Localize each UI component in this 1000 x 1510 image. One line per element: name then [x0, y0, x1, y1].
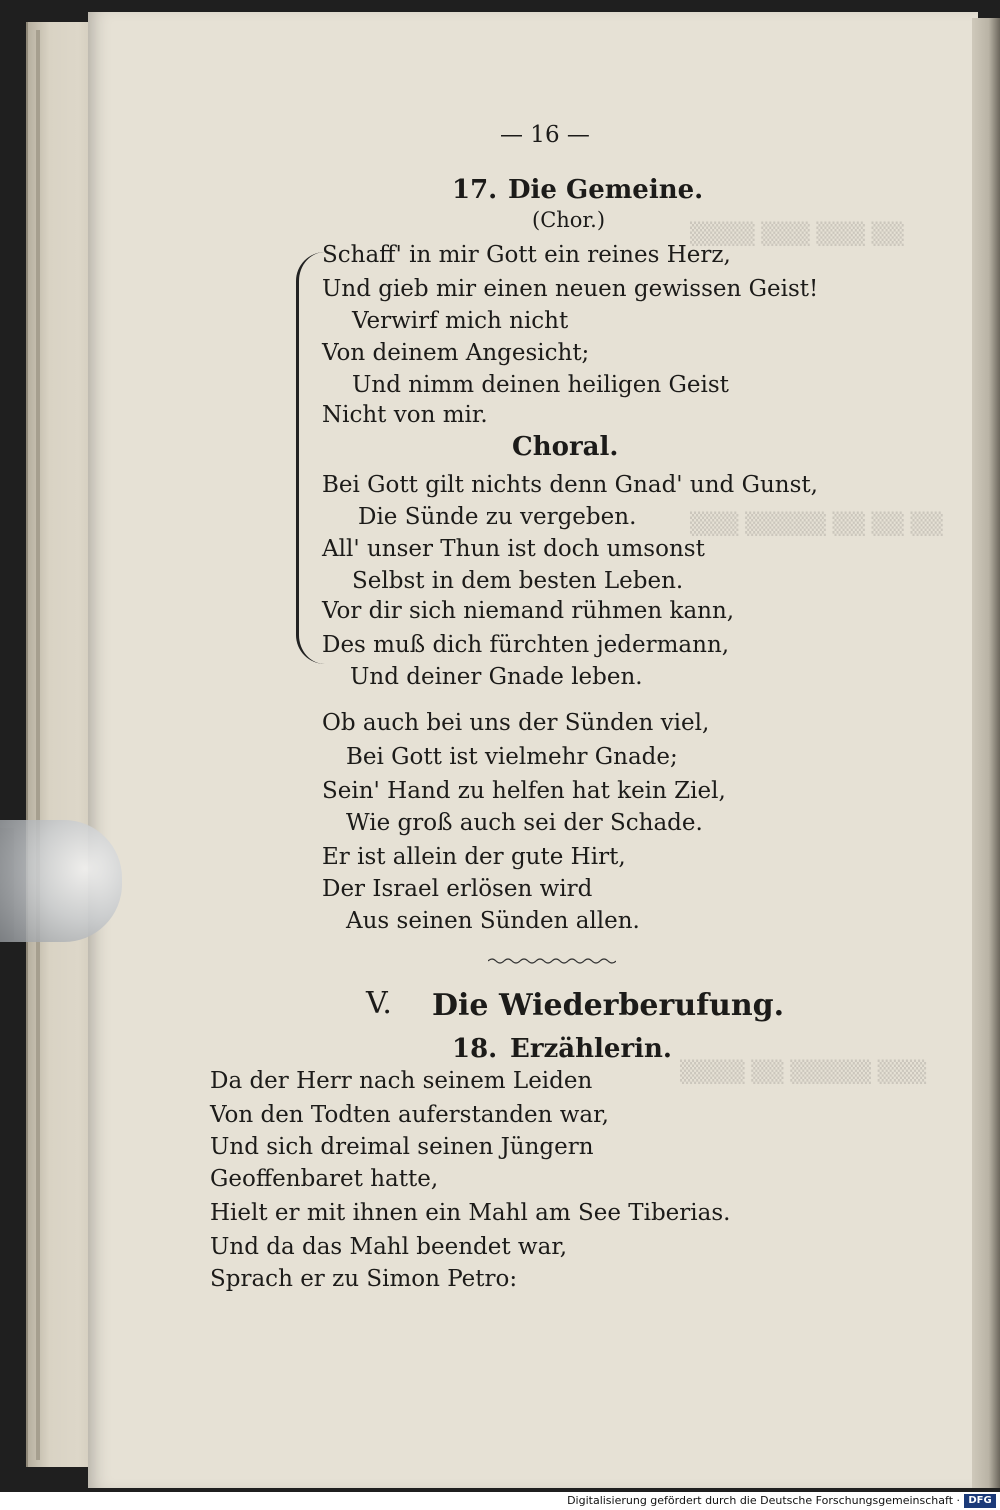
verse-line: Aus seinen Sünden allen. — [346, 908, 640, 934]
verse-line: Er ist allein der gute Hirt, — [322, 844, 626, 870]
section-18-title: Erzählerin. — [510, 1034, 672, 1064]
verse-line: Von den Todten auferstanden war, — [210, 1102, 609, 1128]
choral-title: Choral. — [512, 432, 619, 462]
verse-line: Da der Herr nach seinem Leiden — [210, 1068, 593, 1094]
verse-line: All' unser Thun ist doch umsonst — [322, 536, 705, 562]
verse-line: Bei Gott ist vielmehr Gnade; — [346, 744, 678, 770]
show-through: ▒▒▒▒ ▒▒▒ ▒▒▒ ▒▒ — [690, 222, 904, 246]
verse-line: Sein' Hand zu helfen hat kein Ziel, — [322, 778, 726, 804]
dfg-logo-icon: DFG — [964, 1494, 996, 1508]
page-number: — 16 — — [500, 122, 590, 148]
verse-line: Schaff' in mir Gott ein reines Herz, — [322, 242, 731, 268]
verse-line: Vor dir sich niemand rühmen kann, — [322, 598, 735, 624]
ornament-divider — [488, 956, 616, 966]
verse-line: Selbst in dem besten Leben. — [352, 568, 684, 594]
verse-line: Und gieb mir einen neuen gewissen Geist! — [322, 276, 819, 302]
page-right-edge — [972, 18, 1000, 1488]
verse-line: Geoffenbaret hatte, — [210, 1166, 439, 1192]
verse-line: Und deiner Gnade leben. — [350, 664, 643, 690]
section-17-subtitle: (Chor.) — [532, 208, 606, 232]
page-clip — [0, 820, 122, 942]
verse-line: Hielt er mit ihnen ein Mahl am See Tiberias. — [210, 1200, 731, 1226]
footer-credit: Digitalisierung gefördert durch die Deutsche Forschungsgemeinschaft · — [567, 1494, 960, 1507]
show-through: ▒▒▒ ▒▒▒▒▒ ▒▒ ▒▒ ▒▒ — [690, 512, 943, 536]
brace — [296, 252, 325, 664]
chapter-title: Die Wiederberufung. — [432, 988, 785, 1023]
verse-line: Und nimm deinen heiligen Geist — [352, 372, 729, 398]
verse-line: Verwirf mich nicht — [352, 308, 569, 334]
verse-line: Ob auch bei uns der Sünden viel, — [322, 710, 710, 736]
show-through: ▒▒▒▒ ▒▒ ▒▒▒▒▒ ▒▒▒ — [680, 1060, 927, 1084]
verse-line: Wie groß auch sei der Schade. — [346, 810, 703, 836]
page-stack-line — [36, 30, 40, 1460]
verse-line: Des muß dich fürchten jedermann, — [322, 632, 730, 658]
verse-line: Der Israel erlösen wird — [322, 876, 593, 902]
section-17-title: Die Gemeine. — [508, 175, 704, 205]
verse-line: Sprach er zu Simon Petro: — [210, 1266, 518, 1292]
section-18-number: 18. — [452, 1034, 498, 1064]
verse-line: Von deinem Angesicht; — [322, 340, 590, 366]
section-17-number: 17. — [452, 175, 498, 205]
verse-line: Und sich dreimal seinen Jüngern — [210, 1134, 594, 1160]
verse-line: Nicht von mir. — [322, 402, 488, 428]
verse-line: Und da das Mahl beendet war, — [210, 1234, 568, 1260]
verse-line: Die Sünde zu vergeben. — [358, 504, 637, 530]
verse-line: Bei Gott gilt nichts denn Gnad' und Gunst, — [322, 472, 818, 498]
chapter-number: V. — [366, 986, 392, 1021]
